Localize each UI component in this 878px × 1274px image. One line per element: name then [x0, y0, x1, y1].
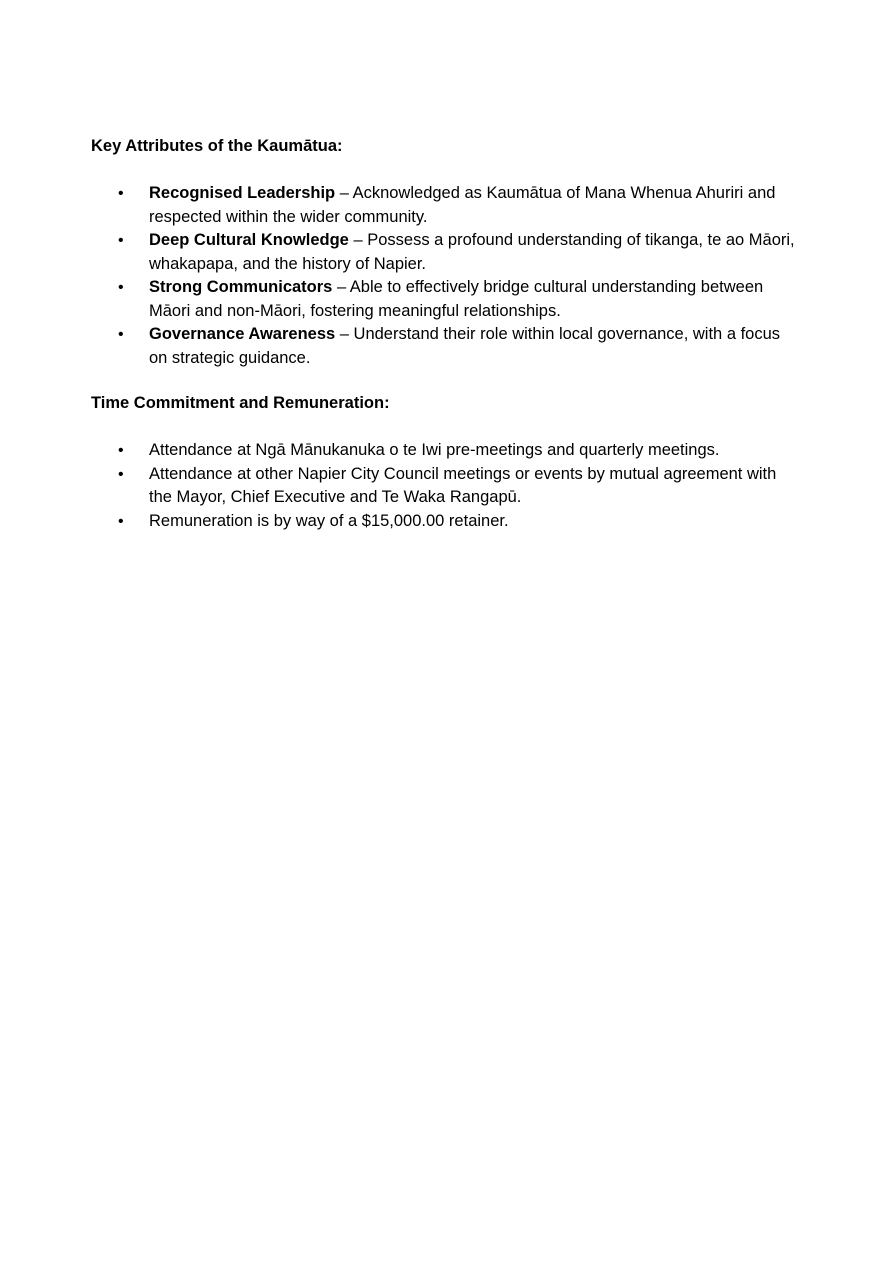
key-attributes-list — [0, 182, 799, 370]
bullet-icon: • — [118, 279, 124, 296]
bullet-icon: • — [118, 512, 124, 530]
item-text: – Possess a profound understanding of tikanga, te ao Māori, whakapapa, and the history of Napier. — [149, 231, 795, 273]
section-heading-key-attributes: Key Attributes of the Kaumātua: — [91, 137, 343, 155]
bullet-icon: • — [118, 326, 124, 343]
item-text: Attendance at Ngā Mānukanuka o te Iwi pre-meetings and quarterly meetings. — [149, 441, 720, 459]
item-text: – Acknowledged as Kaumātua of Mana Whenua Ahuriri and respected within the wider community. — [149, 184, 776, 226]
list-item — [0, 463, 799, 510]
list-item — [0, 323, 799, 370]
bullet-icon: • — [118, 232, 124, 249]
list-item — [0, 229, 799, 276]
section-heading-time-commitment: Time Commitment and Remuneration: — [91, 394, 390, 412]
list-item — [0, 276, 799, 323]
item-bold-label: Recognised Leadership — [149, 184, 336, 202]
bullet-icon: • — [118, 465, 124, 483]
bullet-icon: • — [118, 442, 124, 459]
item-bold-label: Deep Cultural Knowledge — [149, 231, 349, 249]
list-item — [0, 182, 799, 229]
item-text: – Able to effectively bridge cultural understanding between Māori and non-Māori, fostering meaningful relationships. — [149, 278, 764, 320]
item-bold-label: Strong Communicators — [149, 278, 333, 296]
item-text: – Understand their role within local governance, with a focus on strategic guidance. — [149, 325, 781, 367]
item-text: Attendance at other Napier City Council meetings or events by mutual agreement with the Mayor, Chief Executive and Te Waka Rangapū. — [149, 464, 777, 506]
time-commitment-list — [0, 439, 799, 533]
bullet-icon: • — [118, 185, 124, 202]
list-item — [0, 439, 799, 463]
item-text: Remuneration is by way of a $15,000.00 retainer. — [149, 511, 509, 530]
list-item — [0, 510, 799, 534]
item-bold-label: Governance Awareness — [149, 325, 336, 343]
